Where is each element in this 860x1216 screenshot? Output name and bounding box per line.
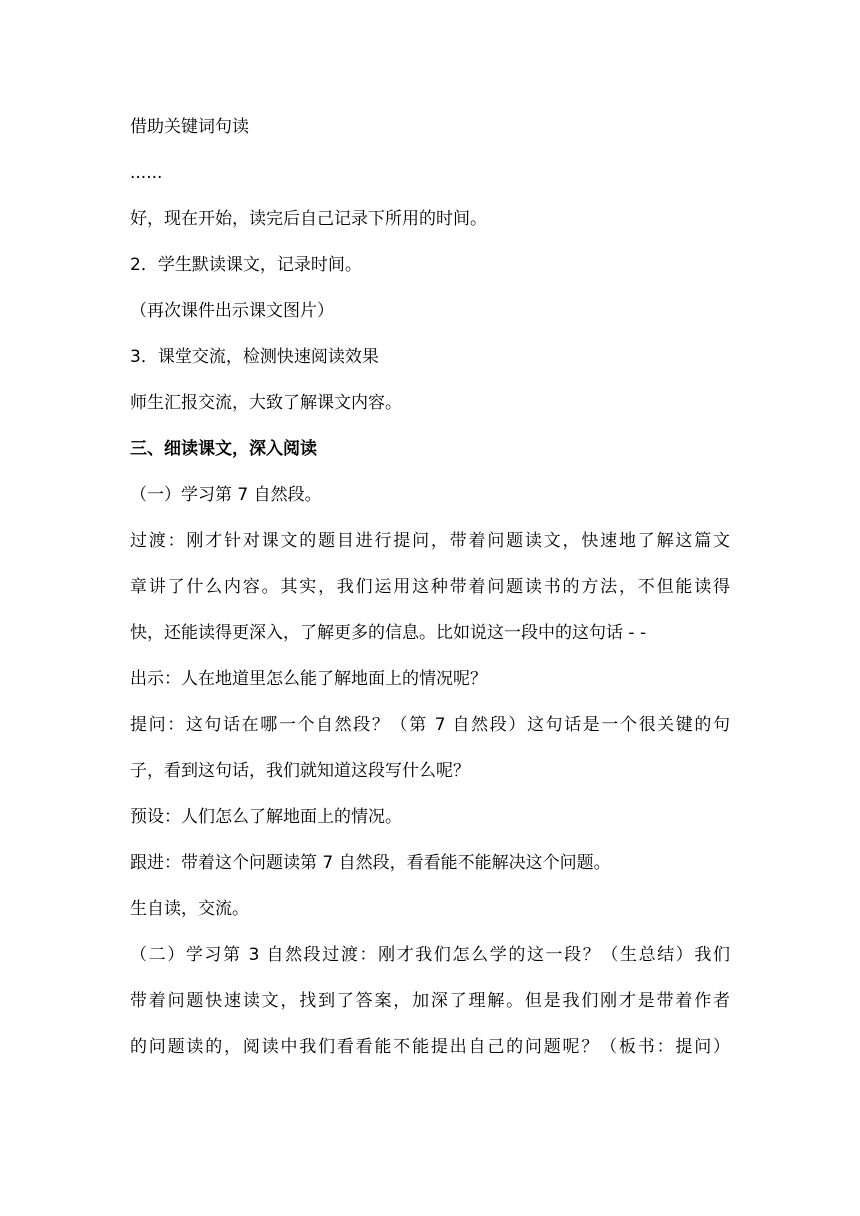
paragraph-line: 子，看到这句话，我们就知道这段写什么呢？ [130, 761, 470, 781]
section-heading: 三、细读课文，深入阅读 [130, 439, 317, 459]
subsection-heading: （一）学习第 7 自然段。 [130, 485, 322, 505]
paragraph-line: 生自读，交流。 [130, 899, 249, 919]
paragraph-line: 带着问题快速读文，找到了答案，加深了理解。但是我们刚才是带着作者 [130, 991, 730, 1011]
paragraph-line: 好，现在开始，读完后自己记录下所用的时间。 [130, 209, 487, 229]
paragraph-line: 出示：人在地道里怎么能了解地面上的情况呢？ [130, 669, 487, 689]
paragraph-line: （二）学习第 3 自然段过渡：刚才我们怎么学的这一段？（生总结）我们 [130, 945, 730, 965]
paragraph-line: 快，还能读得更深入，了解更多的信息。比如说这一段中的这句话 - - [130, 623, 647, 643]
paragraph-line: 过渡：刚才针对课文的题目进行提问，带着问题读文，快速地了解这篇文 [130, 531, 730, 551]
paragraph-line: 跟进：带着这个问题读第 7 自然段，看看能不能解决这个问题。 [130, 853, 611, 873]
paragraph-line: 章讲了什么内容。其实，我们运用这种带着问题读书的方法，不但能读得 [130, 577, 730, 597]
paragraph-line: 提问：这句话在哪一个自然段？（第 7 自然段）这句话是一个很关键的句 [130, 715, 730, 735]
step-line: 3．课堂交流，检测快速阅读效果 [130, 347, 379, 367]
paragraph-line: （再次课件出示课文图片） [130, 301, 334, 321]
paragraph-line: 师生汇报交流，大致了解课文内容。 [130, 393, 402, 413]
step-line: 2．学生默读课文，记录时间。 [130, 255, 362, 275]
ellipsis-line: ...... [130, 163, 163, 183]
document-page [130, 112, 730, 1078]
paragraph-line: 的问题读的，阅读中我们看看能不能提出自己的问题呢？（板书：提问） [130, 1037, 730, 1057]
paragraph-line: 预设：人们怎么了解地面上的情况。 [130, 807, 402, 827]
paragraph-line: 借助关键词句读 [130, 117, 249, 137]
